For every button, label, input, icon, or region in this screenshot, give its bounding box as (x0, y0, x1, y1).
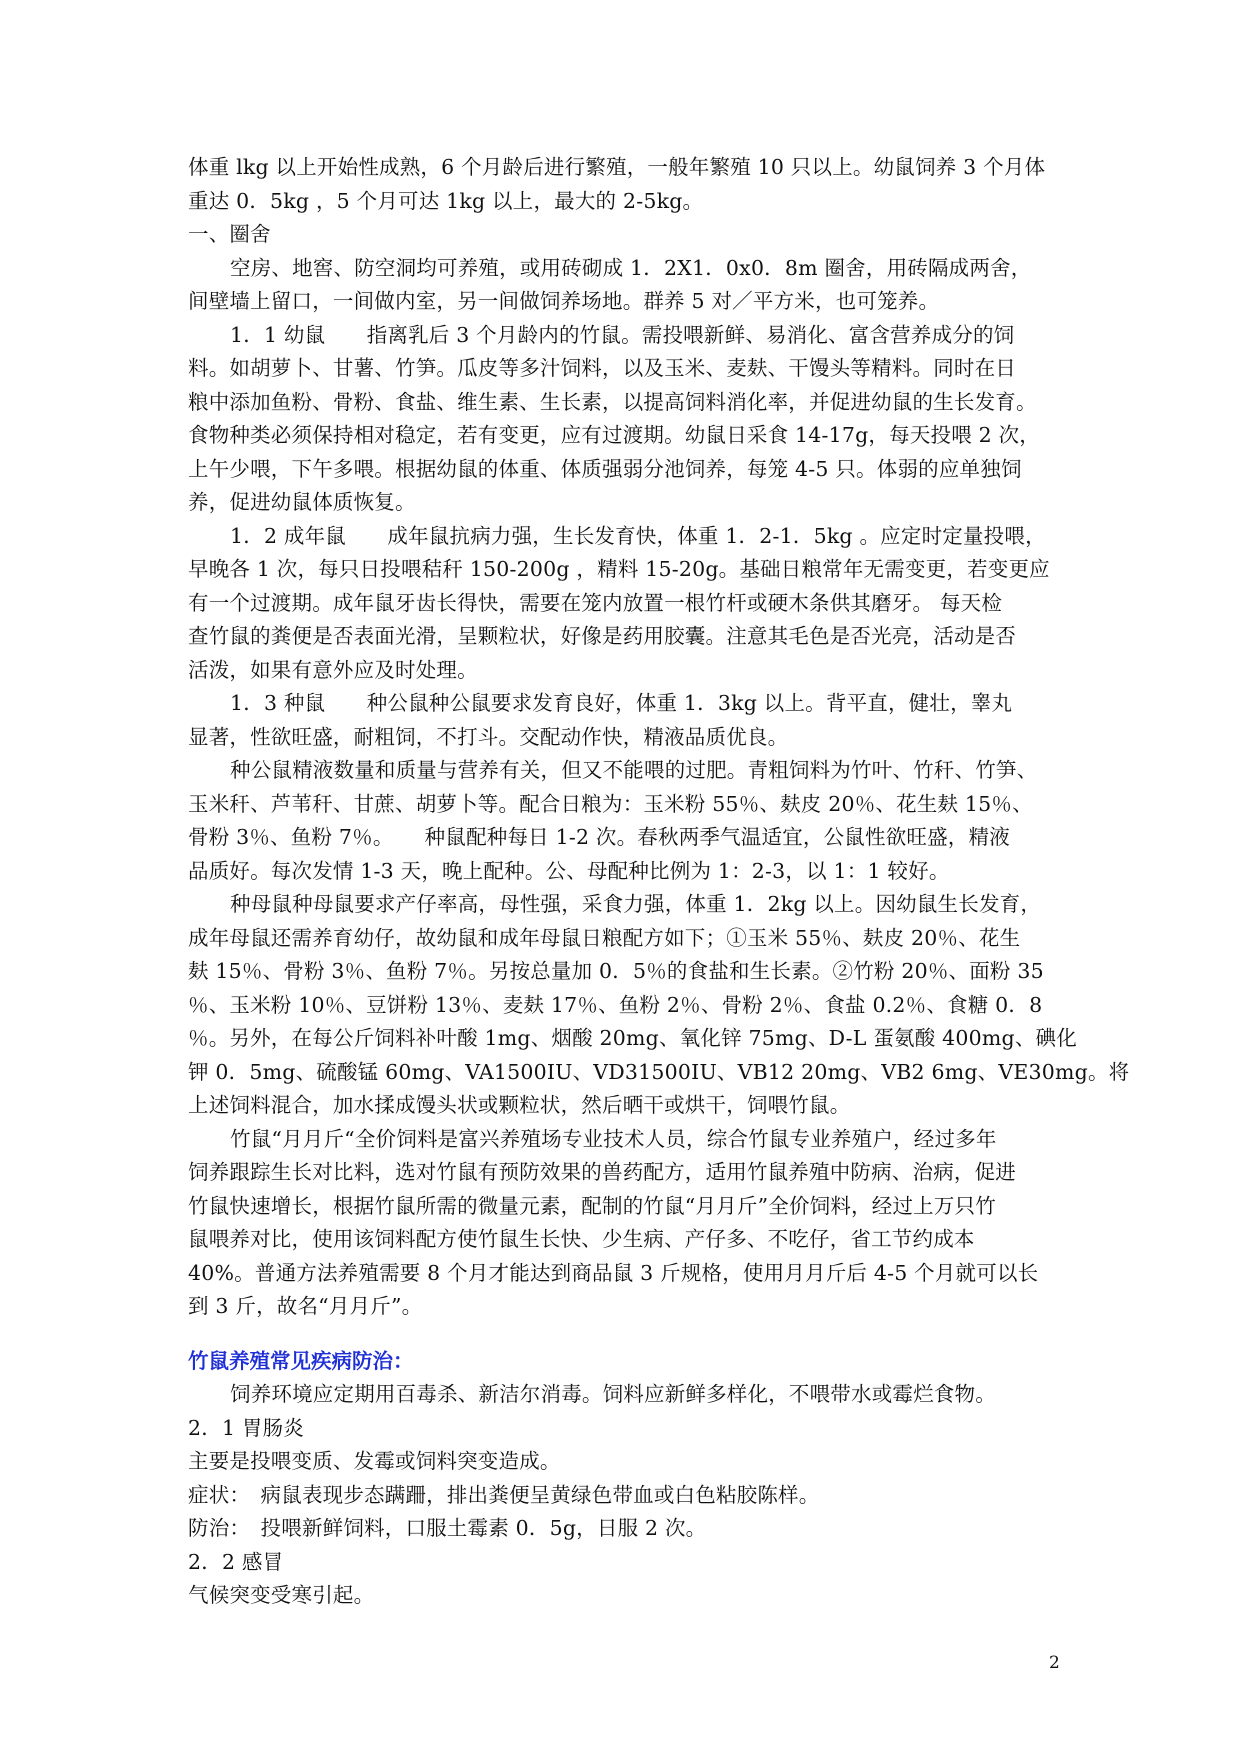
text-line: 有一个过渡期。成年鼠牙齿长得快，需要在笼内放置一根竹杆或硬木条供其磨牙。 每天检 (188, 590, 1003, 615)
text-line: 体重 lkg 以上开始性成熟，6 个月龄后进行繁殖，一般年繁殖 10 只以上。幼鼠饲养 3 个月体 (188, 155, 1046, 179)
text-line: 玉米秆、芦苇秆、甘蔗、胡萝卜等。配合日粮为：玉米粉 55％、麸皮 20％、花生麸 15％、 (188, 791, 1033, 816)
section-diseases (188, 1378, 1060, 1613)
text-line: 竹鼠快速增长，根据竹鼠所需的微量元素，配制的竹鼠“月月斤”全价饲料，经过上万只竹 (188, 1193, 996, 1218)
text-line: 2．1 胃肠炎 (188, 1415, 305, 1440)
text-line: 饲养环境应定期用百毒杀、新洁尔消毒。饲料应新鲜多样化，不喂带水或霉烂食物。 (230, 1382, 996, 1406)
text-line: 早晚各 1 次，每只日投喂秸秆 150-200g ，精料 15-20g。基础日粮常年无需变更，若变更应 (188, 557, 1050, 581)
text-line: 粮中添加鱼粉、骨粉、食盐、维生素、生长素，以提高饲料消化率，并促进幼鼠的生长发育。 (188, 389, 1037, 414)
text-line: 一、圈舍 (188, 222, 271, 246)
text-line: 骨粉 3％、鱼粉 7％。 种鼠配种每日 1-2 次。春秋两季气温适宜，公鼠性欲旺盛，精液 (188, 825, 1010, 849)
text-line: 空房、地窖、防空洞均可养殖，或用砖砌成 1．2X1．0x0．8m 圈舍，用砖隔成两舍， (230, 255, 1032, 280)
text-line: 1．3 种鼠 种公鼠种公鼠要求发育良好，体重 1．3kg 以上。背平直，健壮，睾丸 (230, 691, 1013, 715)
text-line: 竹鼠“月月斤“全价饲料是富兴养殖场专业技术人员，综合竹鼠专业养殖户，经过多年 (230, 1126, 997, 1151)
text-line: 种公鼠精液数量和质量与营养有关，但又不能喂的过肥。青粗饲料为竹叶、竹秆、竹笋、 (230, 758, 1038, 782)
text-line: 养，促进幼鼠体质恢复。 (188, 490, 416, 514)
text-line: 种母鼠种母鼠要求产仔率高，母性强，采食力强，体重 1．2kg 以上。因幼鼠生长发育， (230, 892, 1042, 916)
text-line: 品质好。每次发情 1-3 天，晚上配种。公、母配种比例为 1：2-3，以 1：1 较好。 (188, 858, 950, 883)
text-line: 查竹鼠的粪便是否表面光滑，呈颗粒状，好像是药用胶囊。注意其毛色是否光亮，活动是否 (188, 624, 1016, 648)
text-line: 重达 0．5kg ，5 个月可达 1kg 以上，最大的 2-5kg。 (188, 188, 704, 213)
text-line: 主要是投喂变质、发霉或饲料突变造成。 (188, 1449, 561, 1473)
text-line: 活泼，如果有意外应及时处理。 (188, 657, 478, 682)
text-line: 上午少喂，下午多喂。根据幼鼠的体重、体质强弱分池饲养，每笼 4-5 只。体弱的应单独饲 (188, 456, 1022, 481)
document-body (188, 151, 1130, 1613)
text-line: ％。另外，在每公斤饲料补叶酸 1mg、烟酸 20mg、氧化锌 75mg、D-L 蛋氨酸 400mg、碘化 (188, 1026, 1077, 1050)
text-line: 1．1 幼鼠 指离乳后 3 个月龄内的竹鼠。需投喂新鲜、易消化、富含营养成分的饲 (230, 322, 1015, 347)
text-line: 上述饲料混合，加水揉成馒头状或颗粒状，然后晒干或烘干，饲喂竹鼠。 (188, 1093, 851, 1117)
text-line: 鼠喂养对比，使用该饲料配方使竹鼠生长快、少生病、产仔多、不吃仔，省工节约成本 (188, 1227, 975, 1251)
text-line: 气候突变受寒引起。 (188, 1583, 375, 1607)
text-line: 1．2 成年鼠 成年鼠抗病力强，生长发育快，体重 1．2-1．5kg 。应定时定量投喂， (230, 523, 1046, 548)
text-line: 料。如胡萝卜、甘薯、竹笋。瓜皮等多汁饲料，以及玉米、麦麸、干馒头等精料。同时在日 (188, 356, 1016, 380)
text-line: 间壁墙上留口，一间做内室，另一间做饲养场地。群养 5 对／平方米，也可笼养。 (188, 289, 940, 313)
text-line: 症状： 病鼠表现步态蹒跚，排出粪便呈黄绿色带血或白色粘胶陈样。 (188, 1482, 820, 1507)
text-line: 2．2 感冒 (188, 1549, 284, 1574)
text-line: 40%。普通方法养殖需要 8 个月才能达到商品鼠 3 斤规格，使用月月斤后 4-5 个月就可以长 (188, 1260, 1039, 1285)
disease-heading: 竹鼠养殖常见疾病防治： (188, 1348, 414, 1373)
text-line: 防治： 投喂新鲜饲料，口服土霉素 0．5g，日服 2 次。 (188, 1516, 707, 1540)
text-line: 钾 0．5mg、硫酸锰 60mg、VA1500IU、VD31500IU、VB12 20mg、VB2 6mg、VE30mg。将 (188, 1059, 1130, 1084)
text-line: 显著，性欲旺盛，耐粗饲，不打斗。交配动作快，精液品质优良。 (188, 724, 789, 749)
text-line: ％、玉米粉 10％、豆饼粉 13％、麦麸 17％、鱼粉 2％、骨粉 2％、食盐 0.2％、食糖 0．8 (188, 992, 1043, 1017)
page-number: 2 (1049, 1653, 1060, 1673)
text-line: 麸 15％、骨粉 3％、鱼粉 7％。另按总量加 0．5％的食盐和生长素。②竹粉 20％、面粉 35 (188, 959, 1044, 983)
text-line: 食物种类必须保持相对稳定，若有变更，应有过渡期。幼鼠日采食 14-17g，每天投喂 2 次， (188, 423, 1041, 447)
text-line: 饲养跟踪生长对比料，选对竹鼠有预防效果的兽药配方，适用竹鼠养殖中防病、治病，促进 (188, 1160, 1016, 1184)
text-line: 成年母鼠还需养育幼仔，故幼鼠和成年母鼠日粮配方如下；①玉米 55％、麸皮 20％、花生 (188, 925, 1021, 950)
text-line: 到 3 斤，故名“月月斤”。 (188, 1294, 423, 1318)
section-breeding (188, 151, 1130, 1324)
